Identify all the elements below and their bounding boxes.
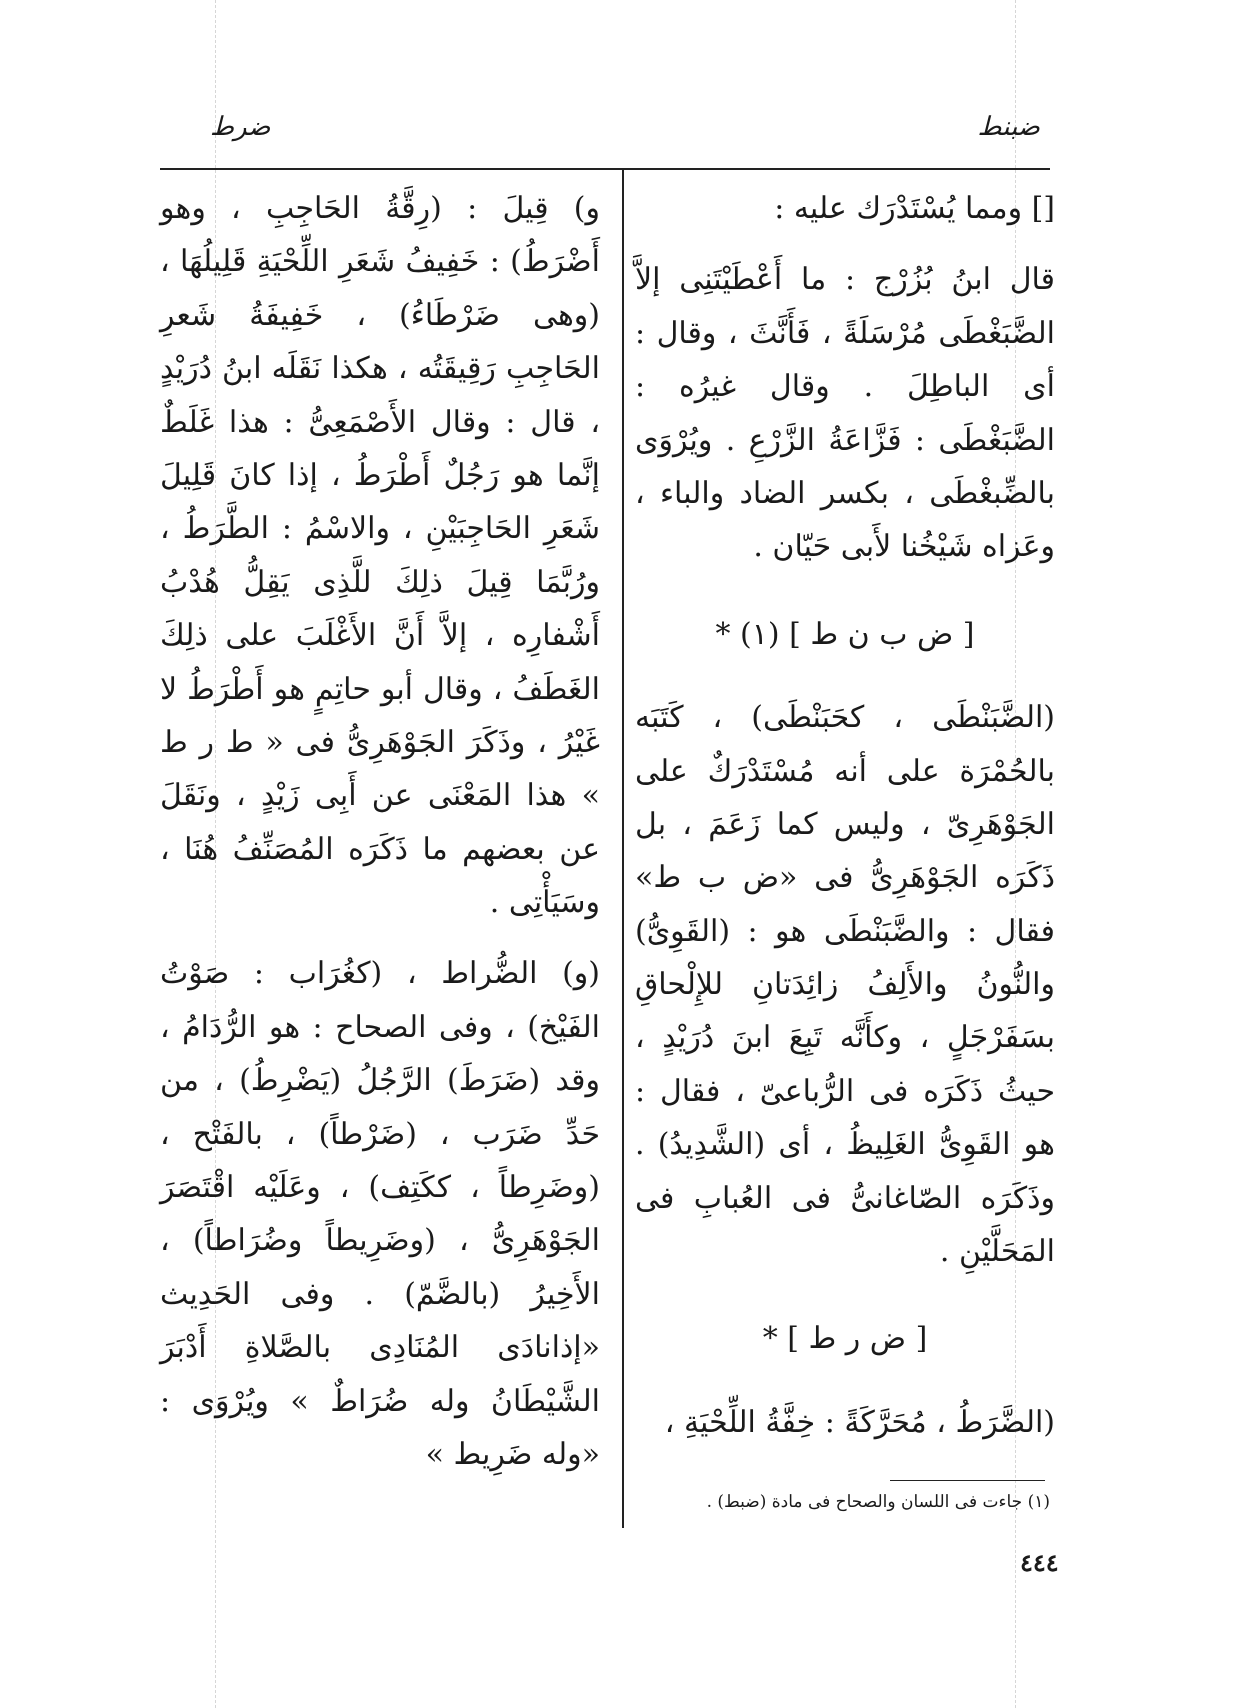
entry-paragraph: قال ابنُ بُزُرْج : ما أَعْطَيْتَنِى إلاَّ الضَّبَغْطَى مُرْسَلَةً ، فَأَنَّثَ ، وقال : أى الباطِلَ . وقال غيرُه : الضَّبَغْطَى : فَزَّاعَةُ الزَّرْعِ . ويُرْوَى بالضِّبغْطَى ، بكسر الضاد والباء ، وعَزاه شَيْخُنا لأَبى حَيّان . (635, 262, 1055, 565)
footnote-rule (890, 1480, 1045, 1481)
entry-paragraph: (الضَّبَنْطَى ، كحَبَنْطَى) ، كَتَبَه بالحُمْرَة على أنه مُسْتَدْرَكٌ على الجَوْهَرِىّ ، وليس كما زَعَمَ ، بل ذَكَرَه الجَوْهَرِىُّ فى «ض ب ط» فقال : والضَّبَنْطَى هو : (القَوِىُّ) والنُّونُ والأَلِفُ زائِدَتانِ للإِلْحاقِ بسَفَرْجَلٍ ، وكأَنَّه تَبِعَ ابنَ دُرَيْدٍ ، حيثُ ذَكَرَه فى الرُّباعىّ ، فقال : هو القَوِىُّ الغَلِيظُ ، أى (الشَّدِيدُ) . وذَكَرَه الصّاغانىُّ فى العُبابِ فى المَحَلَّيْنِ . (635, 700, 1055, 1270)
entry-paragraph: و) قِيلَ : (رِقَّةُ الحَاجِبِ ، وهو أَضْرَطُ) : خَفِيفُ شَعَرِ اللِّحْيَةِ قَلِيلُهَا ، (وهى ضَرْطَاءُ) ، خَفِيفَةُ شَعرِ الحَاجِبِ رَقِيقَتُه ، هكذا نَقَلَه ابنُ دُرَيْدٍ ، قال : وقال الأَصْمَعِىُّ : هذا غَلَطٌ إنَّما هو رَجُلٌ أَطْرَطُ ، إذا كانَ قَلِيلَ شَعَرِ الحَاجِبَيْنِ ، والاسْمُ : الطَّرَطُ ، ورُبَّمَا قِيلَ ذلِكَ للَّذِى يَقِلُّ هُدْبُ أَشْفارِه ، إلاَّ أَنَّ الأَغْلَبَ على ذلِكَ الغَطَفُ ، وقال أبو حاتِمٍ هو أَطْرَطُ لا غَيْرُ ، وذَكَرَ الجَوْهَرِىُّ فى « ط ر ط » هذا المَعْنَى عن أَبِى زَيْدٍ ، ونَقَلَ عن بعضهم ما ذَكَرَه المُصَنِّفُ هُنَا ، وسَيَأْتِى . (160, 191, 600, 921)
footnote: (١) جاءت فى اللسان والصحاح فى مادة (ضبط) . (706, 1492, 1050, 1512)
addendum-line: [] ومما يُسْتَدْرَك عليه : (774, 191, 1055, 226)
running-head-right: ضبنط (977, 112, 1040, 142)
running-head-left: ضرط (210, 112, 271, 142)
section-heading: [ ض ب ن ط ] (١) * (715, 616, 975, 652)
entry-paragraph: (و) الضُّراط ، (كغُرَاب : صَوْتُ الفَيْخ) ، وفى الصحاح : هو الرُّدَامُ ، وقد (ضَرَطَ) الرَّجُلُ (يَضْرِطُ) ، من حَدِّ ضَرَب ، (ضَرْطاً) ، بالفَتْح ، (وضَرِطاً ، ككَتِف) ، وعَلَيْه اقْتَصَرَ الجَوْهَرِىُّ ، (وضَرِيطاً وضُرَاطاً) ، الأَخِيرُ (بالضَّمّ) . وفى الحَدِيث «إذانادَى المُنَادِى بالصَّلاةِ أَدْبَرَ الشَّيْطَانُ وله ضُرَاطٌ » ويُرْوَى : «وله ضَرِيط » (160, 956, 600, 1472)
right-column (635, 182, 1055, 1467)
entry-paragraph: (الضَّرَطُ ، مُحَرَّكَةً : خِفَّةُ اللِّحْيَةِ ، (664, 1404, 1055, 1440)
column-divider (622, 170, 624, 1528)
section-heading: [ ض ر ط ] * (762, 1321, 928, 1357)
left-column (160, 182, 600, 1499)
header-rule (160, 168, 1050, 170)
page-number: ٤٤٤ (1020, 1548, 1059, 1577)
